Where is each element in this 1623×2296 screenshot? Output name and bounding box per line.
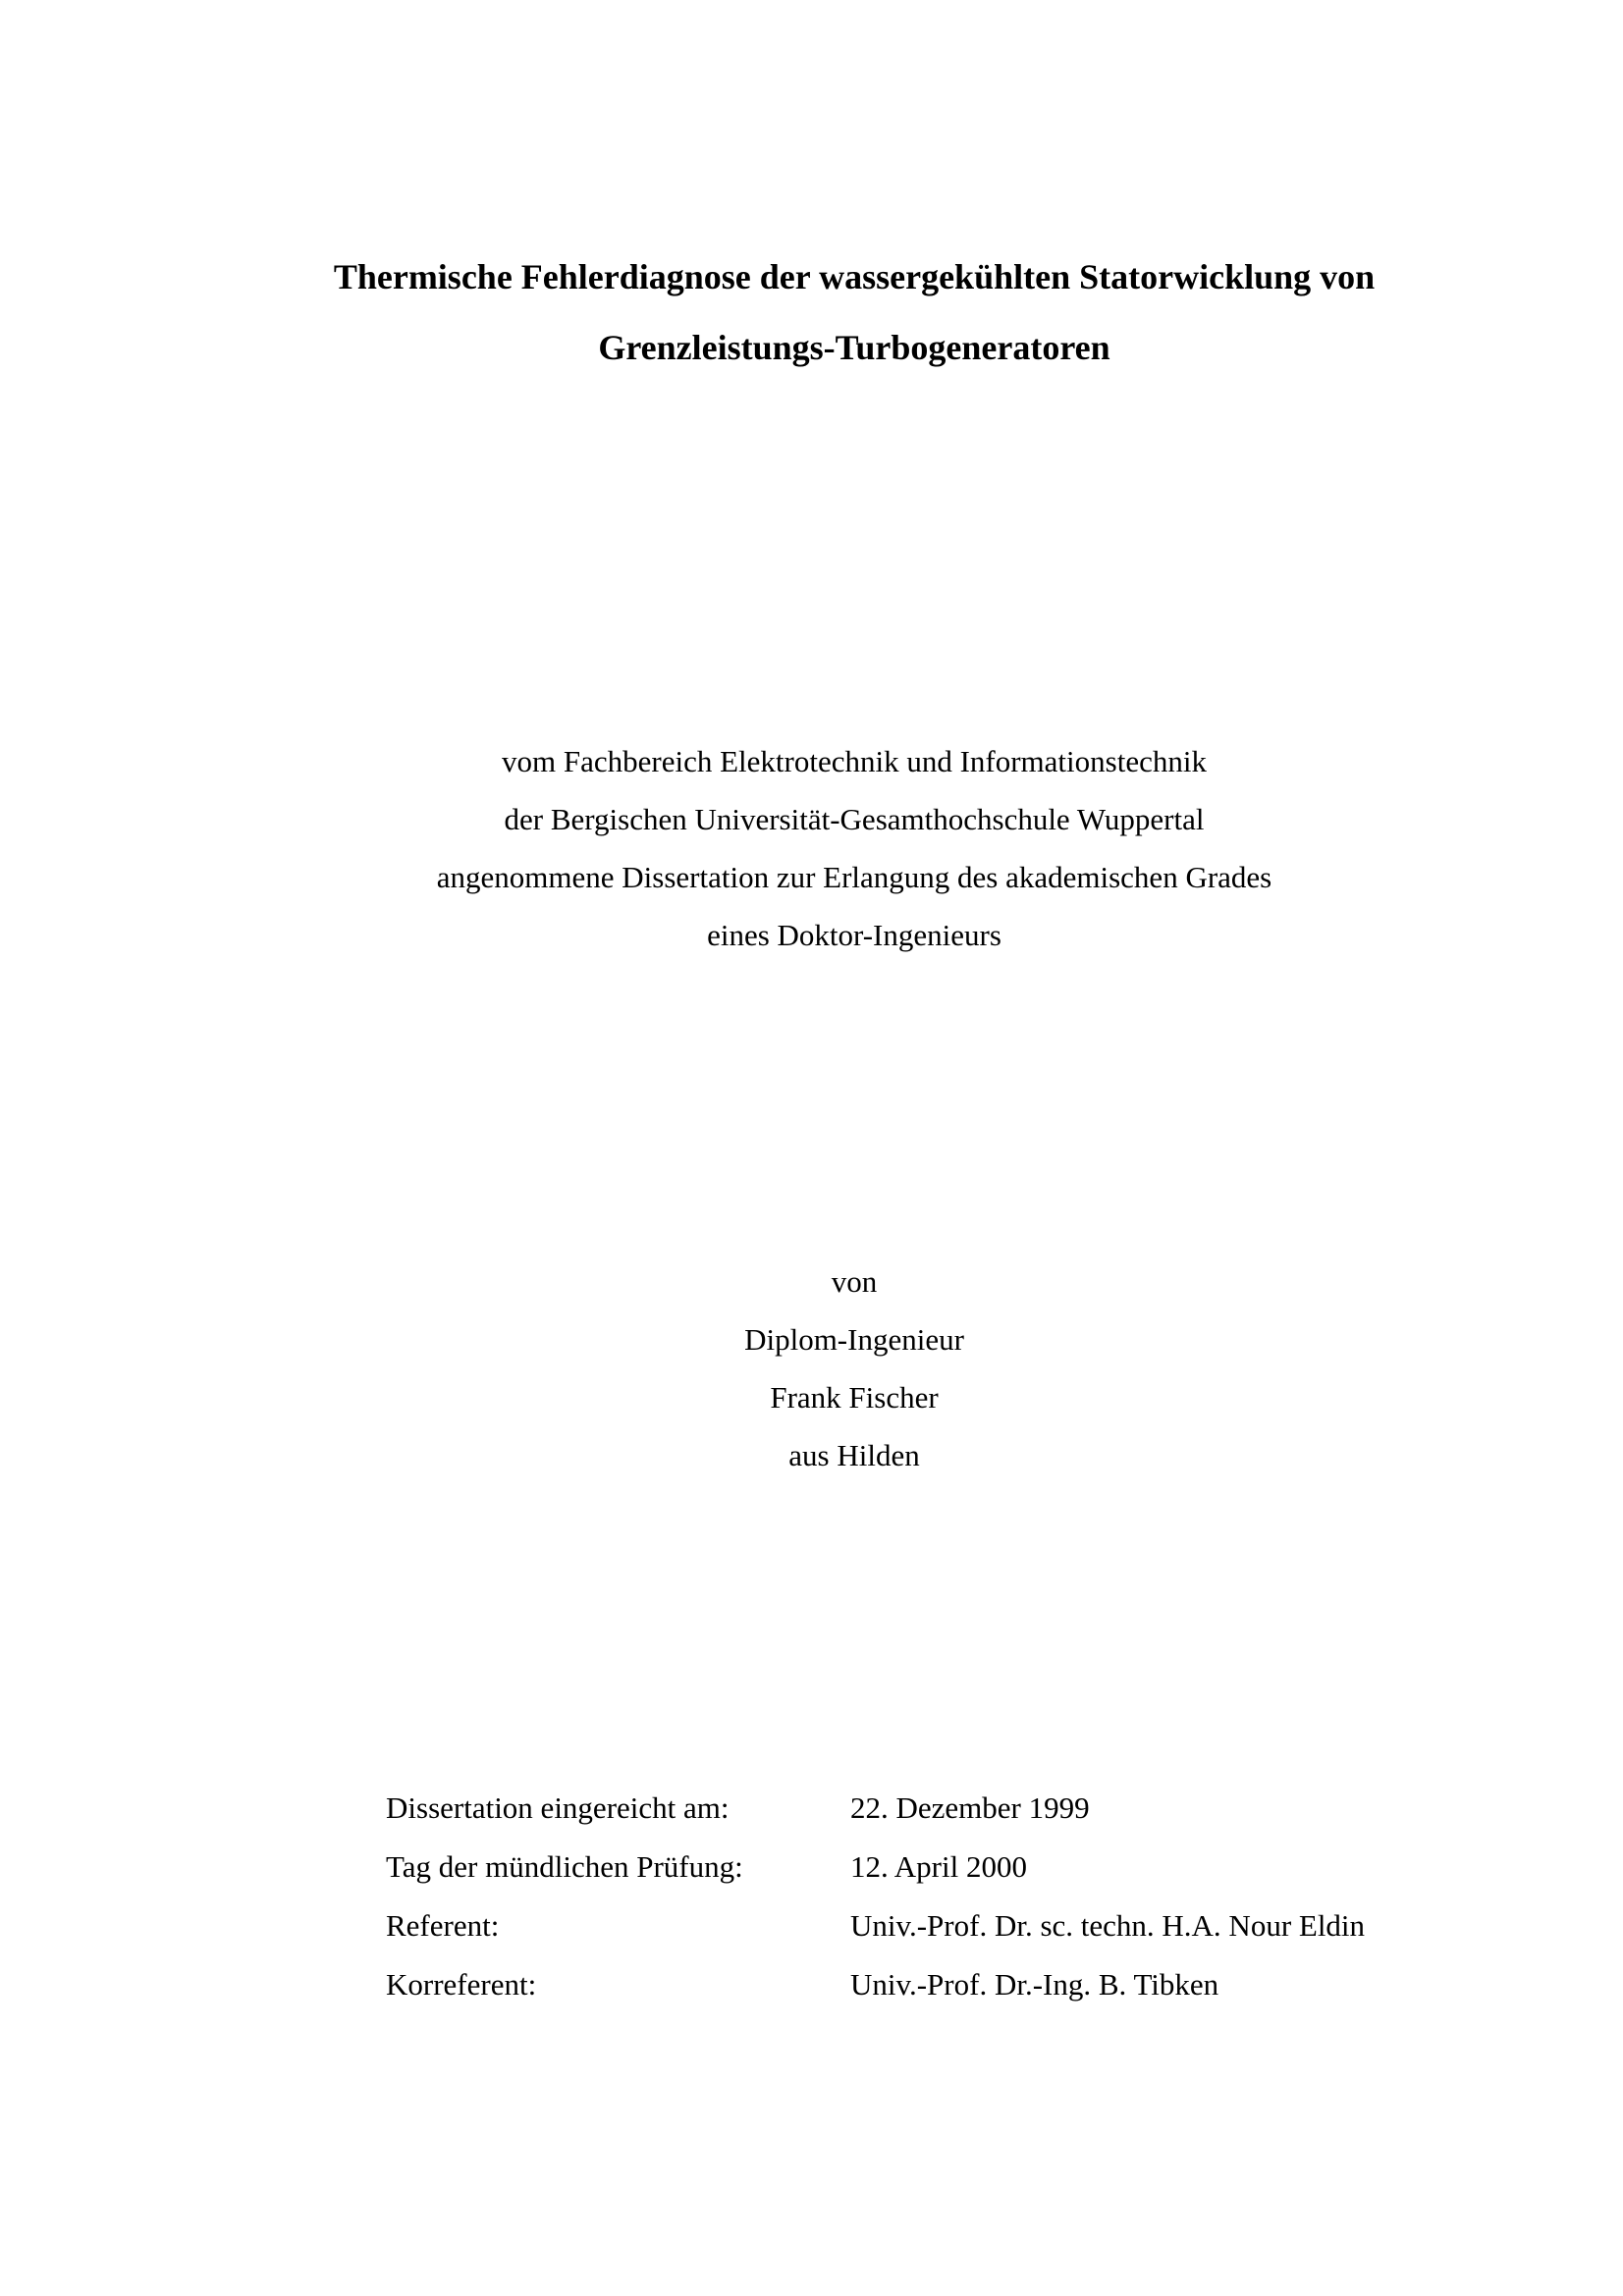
- author-origin: aus Hilden: [788, 1438, 920, 1472]
- author-degree: Diplom-Ingenieur: [744, 1322, 964, 1357]
- detail-row-submitted: [386, 1779, 1365, 1838]
- detail-value: 12. April 2000: [850, 1849, 1027, 1884]
- submission-line-3: angenommene Dissertation zur Erlangung des akademischen Grades: [436, 860, 1272, 894]
- detail-row-exam-date: [386, 1838, 1365, 1896]
- detail-label: Korreferent:: [386, 1967, 537, 2002]
- detail-value: Univ.-Prof. Dr.-Ing. B. Tibken: [850, 1967, 1219, 2002]
- author-block: [589, 1253, 1119, 1484]
- dissertation-details: [386, 1779, 1365, 2014]
- submission-line-2: der Bergischen Universität-Gesamthochschule Wuppertal: [504, 802, 1205, 836]
- author-name: Frank Fischer: [770, 1380, 939, 1415]
- detail-row-co-referee: [386, 1955, 1365, 2014]
- detail-value: 22. Dezember 1999: [850, 1790, 1090, 1825]
- title-line-2: Grenzleistungs-Turbogeneratoren: [598, 328, 1110, 367]
- detail-row-referee: [386, 1896, 1365, 1955]
- detail-label: Dissertation eingereicht am:: [386, 1790, 730, 1825]
- submission-statement: [295, 732, 1414, 964]
- submission-line-1: vom Fachbereich Elektrotechnik und Informationstechnik: [502, 744, 1207, 778]
- submission-line-4: eines Doktor-Ingenieurs: [707, 918, 1001, 952]
- title-line-1: Thermische Fehlerdiagnose der wassergekühlten Statorwicklung von: [333, 257, 1376, 296]
- detail-label: Referent:: [386, 1908, 500, 1943]
- detail-value: Univ.-Prof. Dr. sc. techn. H.A. Nour Eldin: [850, 1908, 1366, 1943]
- document-title: [255, 241, 1453, 383]
- detail-label: Tag der mündlichen Prüfung:: [386, 1849, 743, 1884]
- author-by: von: [831, 1264, 878, 1299]
